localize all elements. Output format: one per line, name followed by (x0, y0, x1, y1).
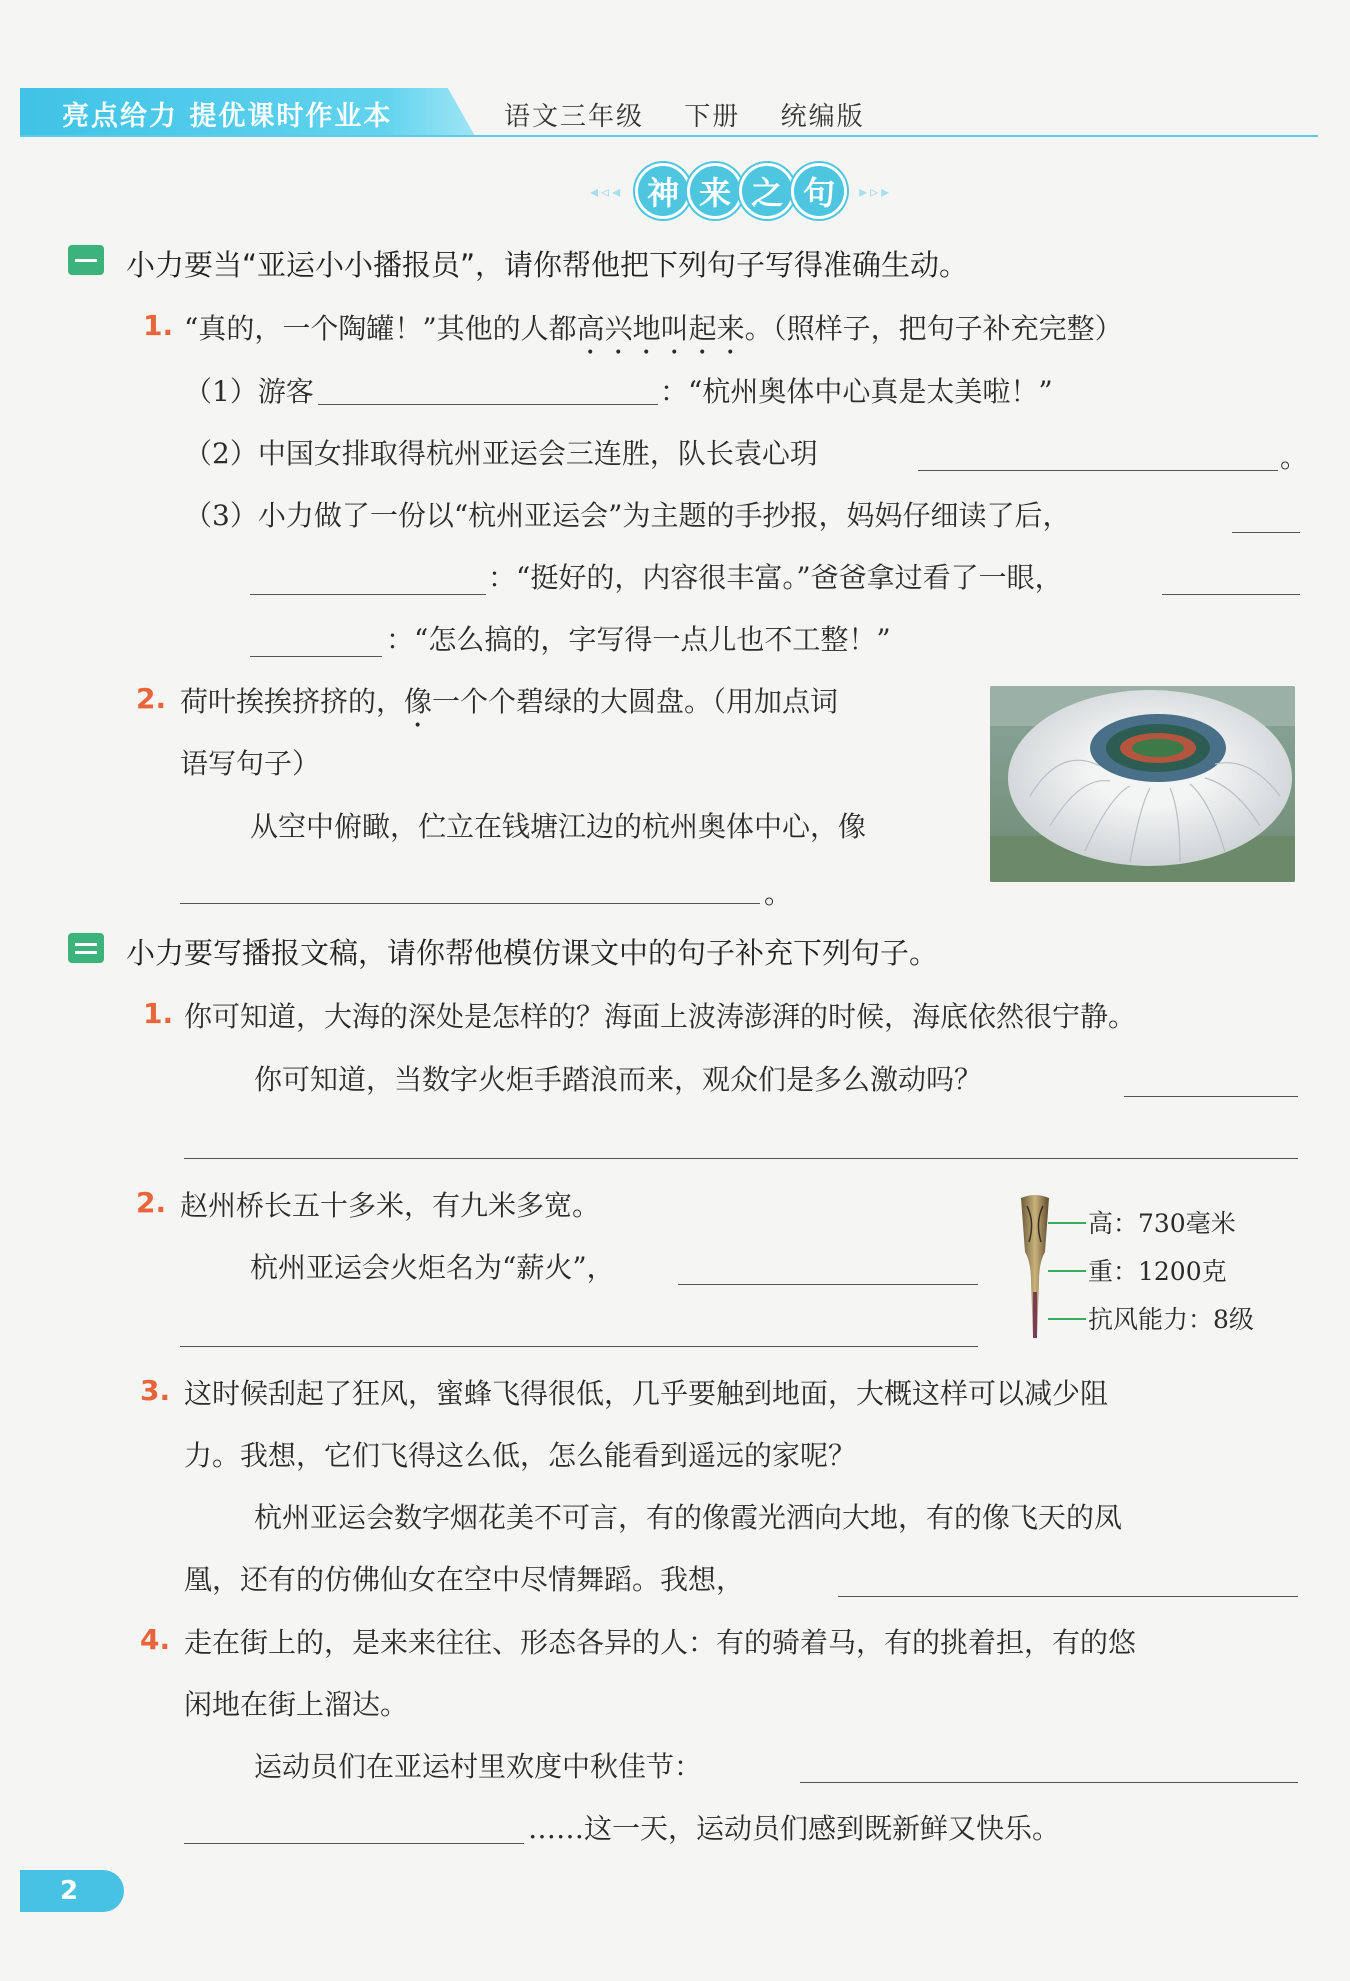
question-one-badge (68, 245, 104, 275)
item-3-prompt-line-1: 杭州亚运会数字烟花美不可言，有的像霞光洒向大地，有的像飞天的凤 (254, 1501, 1123, 1534)
torch-wind-label: 抗风能力：8级 (1088, 1305, 1254, 1334)
instruction-text: 一个个碧绿的大圆盘。（用加点词 (432, 685, 839, 718)
item-number: 4. (140, 1623, 171, 1656)
stadium-photo (990, 686, 1295, 882)
answer-blank[interactable] (250, 594, 486, 595)
item-1-example: 你可知道，大海的深处是怎样的？海面上波涛澎湃的时候，海底依然很宁静。 (184, 1000, 1137, 1033)
header-subject: 语文三年级 (504, 102, 645, 132)
right-arrows-decoration: ▸▹▸ (859, 181, 893, 201)
period: 。 (1280, 441, 1309, 474)
instruction-text: “真的，一个陶罐！”其他的人都 (184, 312, 577, 345)
answer-blank[interactable] (838, 1596, 1298, 1597)
item-number: 2. (136, 1186, 167, 1219)
answer-blank[interactable] (1162, 594, 1300, 595)
item-4-closing: ……这一天，运动员们感到既新鲜又快乐。 (528, 1812, 1061, 1845)
item-2-example: 赵州桥长五十多米，有九米多宽。 (180, 1189, 601, 1222)
period: 。 (764, 877, 793, 910)
item-1-prompt: 你可知道，当数字火炬手踏浪而来，观众们是多么激动吗？ (254, 1063, 983, 1096)
answer-blank[interactable] (184, 1158, 1298, 1159)
item-number: 1. (143, 997, 174, 1030)
answer-blank[interactable] (1124, 1096, 1298, 1097)
section-title-chars (637, 163, 845, 219)
section-char: 来 (687, 163, 743, 219)
answer-blank[interactable] (918, 470, 1278, 471)
item-number: 2. (136, 682, 167, 715)
torch-pointer-line (1048, 1222, 1086, 1224)
item-2-line-3: 从空中俯瞰，伫立在钱塘江边的杭州奥体中心，像 (250, 810, 867, 843)
item-3-prompt-line-2: 凰，还有的仿佛仙女在空中尽情舞蹈。我想， (184, 1563, 745, 1596)
instruction-text: 。（照样子，把句子补充完整） (744, 312, 1123, 345)
item-2-line-1 (180, 680, 838, 734)
question-two-badge (68, 933, 104, 963)
header-series-title: 亮点给力 提优课时作业本 (62, 101, 393, 132)
header-rule (20, 135, 1318, 137)
item-2-line-2: 语写句子） (180, 747, 321, 780)
item-3-example-line-1: 这时候刮起了狂风，蜜蜂飞得很低，几乎要触到地面，大概这样可以减少阻 (184, 1377, 1109, 1410)
header-edition: 统编版 (780, 102, 865, 132)
item-number: 1. (143, 309, 174, 342)
header-volume: 下册 (684, 102, 741, 132)
sub-question-3-line-2: ：“挺好的，内容很丰富。”爸爸拿过看了一眼， (488, 561, 1063, 594)
answer-blank[interactable] (800, 1782, 1298, 1783)
answer-blank[interactable] (180, 1346, 978, 1347)
dotted-example-words: 高兴地叫起来 (576, 312, 745, 345)
section-char: 神 (635, 163, 691, 219)
sub-question-1-quote: ：“杭州奥体中心真是太美啦！” (660, 375, 1053, 408)
section-char: 之 (739, 163, 795, 219)
instruction-text: 荷叶挨挨挤挤的， (180, 685, 405, 718)
item-3-example-line-2: 力。我想，它们飞得这么低，怎么能看到遥远的家呢？ (184, 1439, 857, 1472)
answer-blank[interactable] (250, 656, 382, 657)
item-4-example-line-1: 走在街上的，是来来往往、形态各异的人：有的骑着马，有的挑着担，有的悠 (184, 1626, 1137, 1659)
page-number: 2 (20, 1870, 124, 1912)
answer-blank[interactable] (1232, 532, 1300, 533)
question-two-heading: 小力要写播报文稿，请你帮他模仿课文中的句子补充下列句子。 (126, 936, 939, 970)
header-book-info (504, 96, 895, 133)
torch-weight-label: 重：1200克 (1088, 1257, 1227, 1286)
dotted-word: 像 (404, 685, 433, 718)
torch-illustration (1015, 1192, 1055, 1342)
sub-question-2-text: （2）中国女排取得杭州亚运会三连胜，队长袁心玥 (184, 437, 818, 470)
answer-blank[interactable] (180, 903, 760, 904)
item-number: 3. (140, 1374, 171, 1407)
item-4-example-line-2: 闲地在街上溜达。 (184, 1688, 409, 1721)
torch-pointer-line (1048, 1270, 1086, 1272)
sub-question-3-text: （3）小力做了一份以“杭州亚运会”为主题的手抄报，妈妈仔细读了后， (184, 499, 1071, 532)
left-arrows-decoration: ◂◃◂ (590, 181, 624, 201)
sub-question-1-label: （1）游客 (184, 375, 314, 408)
torch-height-label: 高：730毫米 (1088, 1209, 1236, 1238)
item-2-prompt: 杭州亚运会火炬名为“薪火”， (250, 1251, 615, 1284)
section-char: 句 (791, 163, 847, 219)
answer-blank[interactable] (318, 404, 658, 405)
torch-pointer-line (1048, 1318, 1086, 1320)
answer-blank[interactable] (184, 1843, 524, 1844)
section-title (590, 163, 892, 219)
sub-question-3-line-3: ：“怎么搞的，字写得一点儿也不工整！” (386, 623, 891, 656)
item-4-prompt: 运动员们在亚运村里欢度中秋佳节： (254, 1750, 703, 1783)
question-one-heading: 小力要当“亚运小小播报员”，请你帮他把下列句子写得准确生动。 (126, 248, 969, 282)
answer-blank[interactable] (678, 1284, 978, 1285)
item-1-instruction (184, 307, 1123, 361)
